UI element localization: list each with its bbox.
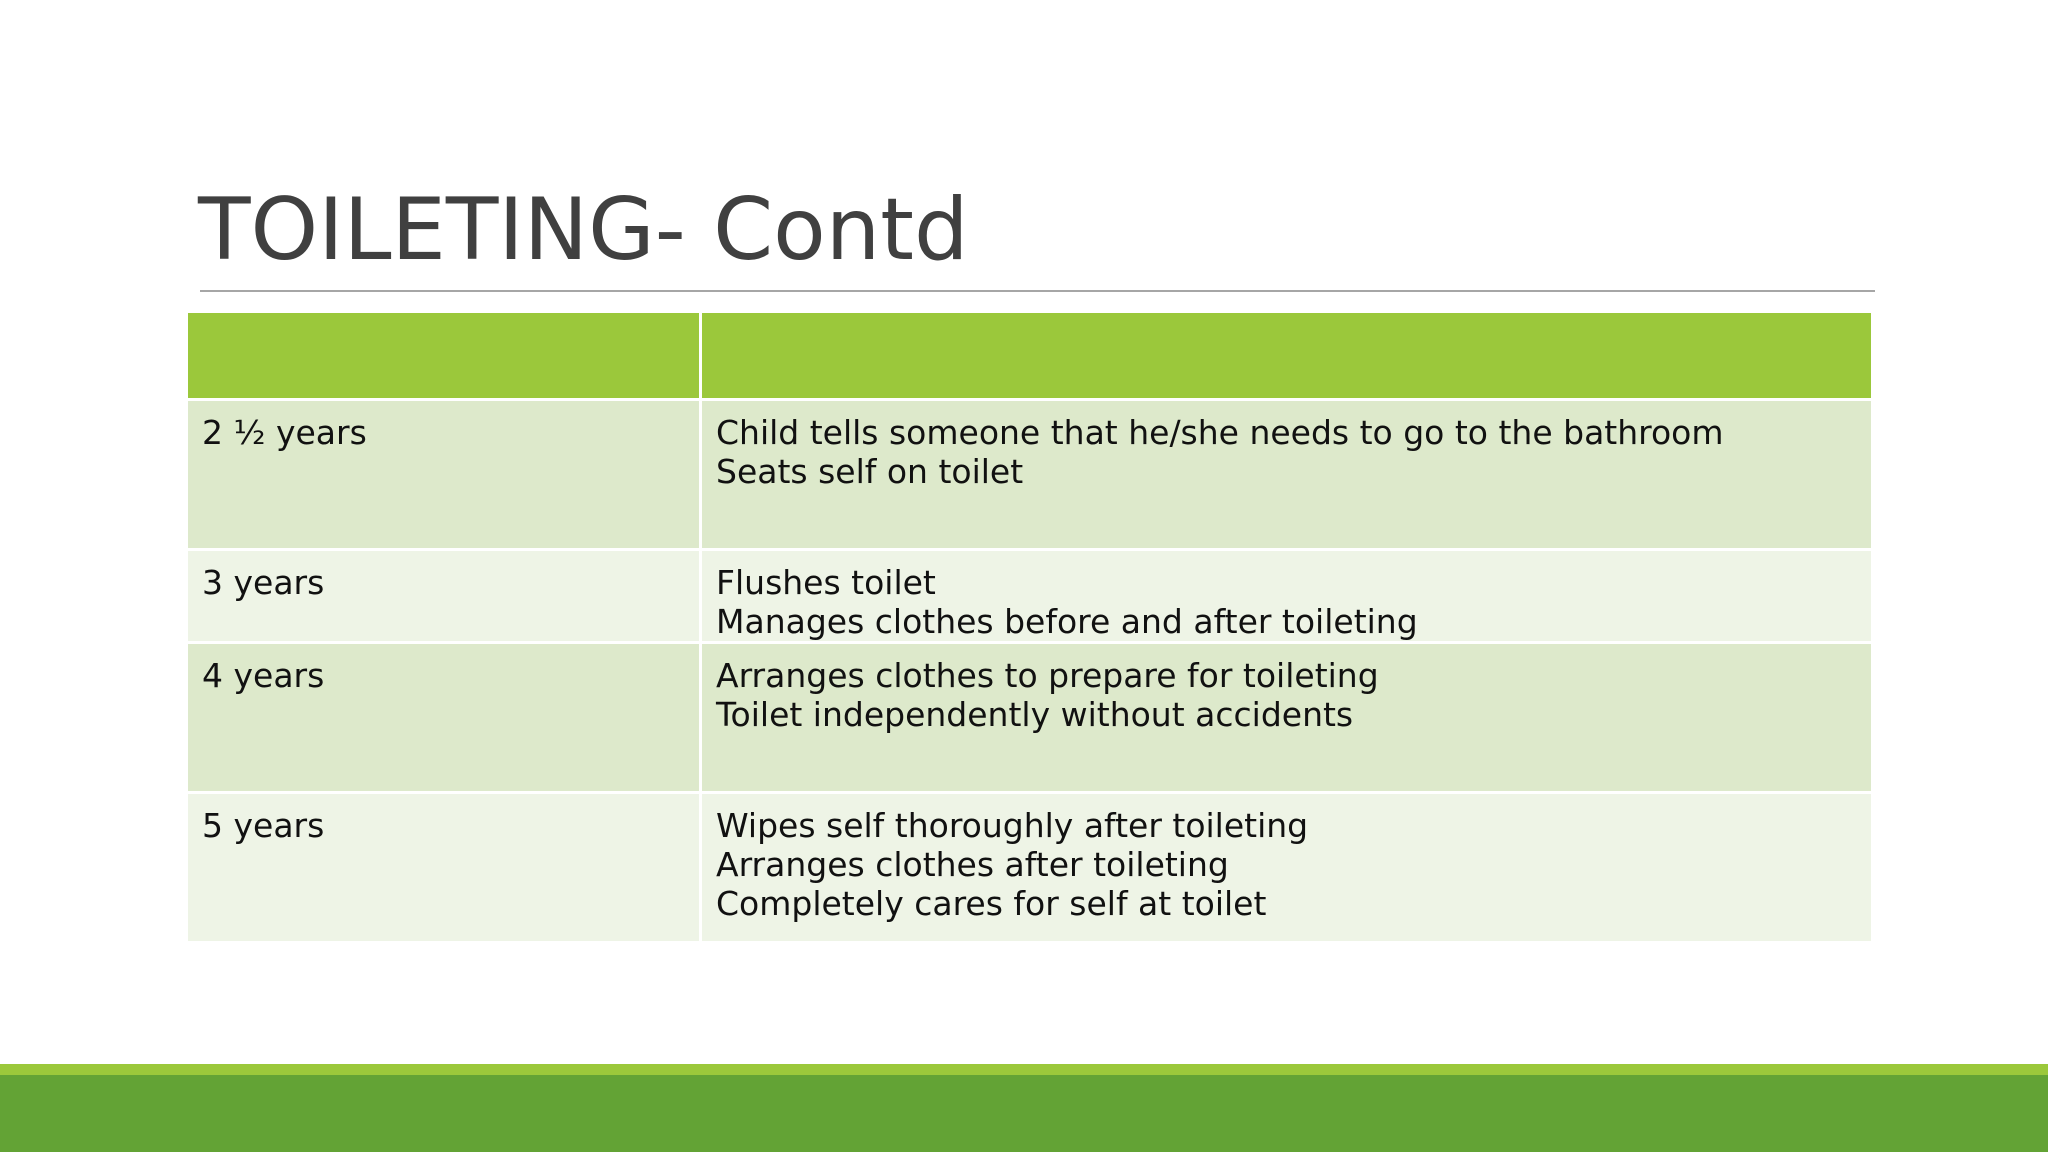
skill-item: Flushes toilet — [716, 563, 936, 602]
skill-item: Child tells someone that he/she needs to go to the bathroom — [716, 413, 1724, 452]
skill-item: Completely cares for self at toilet — [716, 884, 1267, 923]
skills-cell — [701, 550, 1873, 643]
table-row — [187, 793, 1873, 943]
age-label: 2 ½ years — [202, 413, 367, 452]
skill-item: Wipes self thoroughly after toileting — [716, 806, 1309, 845]
title-divider — [200, 290, 1875, 292]
skills-cell — [701, 400, 1873, 550]
header-cell-age — [187, 312, 701, 400]
table-row — [187, 643, 1873, 793]
skill-item: Arranges clothes to prepare for toileting — [716, 656, 1379, 695]
age-cell — [187, 643, 701, 793]
age-label: 3 years — [202, 563, 325, 602]
table-row — [187, 550, 1873, 643]
skill-item: Arranges clothes after toileting — [716, 845, 1229, 884]
table-row — [187, 400, 1873, 550]
slide-title: TOILETING- Contd — [198, 180, 969, 280]
footer-bar — [0, 1075, 2048, 1152]
age-cell — [187, 400, 701, 550]
table-header-row — [187, 312, 1873, 400]
age-label: 4 years — [202, 656, 325, 695]
skill-item: Toilet independently without accidents — [716, 695, 1354, 734]
toileting-table — [185, 310, 1874, 944]
age-cell — [187, 793, 701, 943]
footer-accent-bar — [0, 1064, 2048, 1075]
skills-cell — [701, 793, 1873, 943]
header-cell-skills — [701, 312, 1873, 400]
age-cell — [187, 550, 701, 643]
skills-cell — [701, 643, 1873, 793]
skill-item: Seats self on toilet — [716, 452, 1024, 491]
skill-item: Manages clothes before and after toileting — [716, 602, 1418, 641]
age-label: 5 years — [202, 806, 325, 845]
